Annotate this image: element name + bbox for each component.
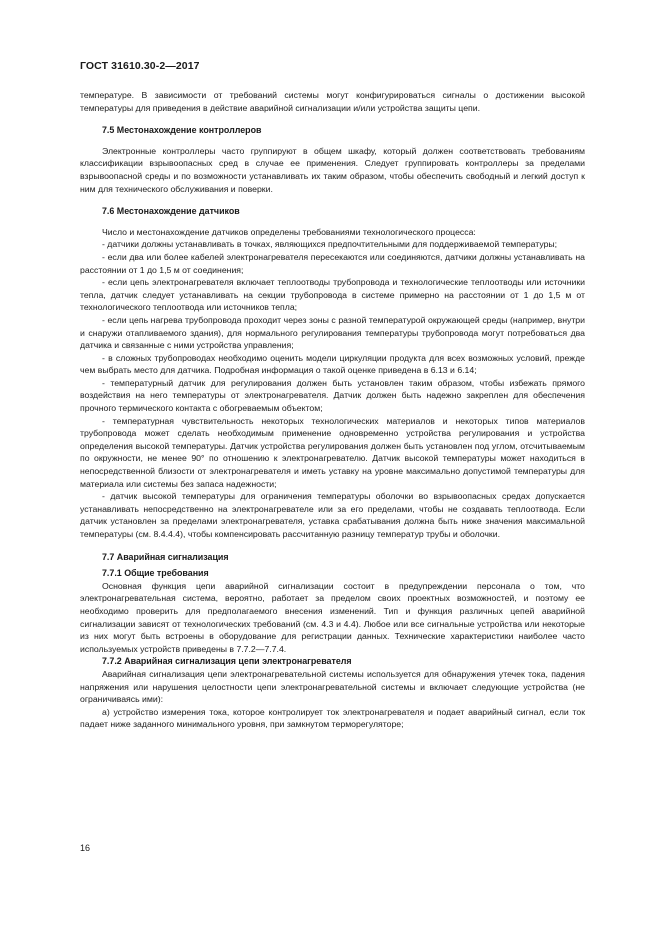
subsection-heading-7-7-2: 7.7.2 Аварийная сигнализация цепи электронагревателя: [102, 656, 352, 667]
page-number: 16: [80, 843, 91, 853]
section-7-7-2-paragraph: Аварийная сигнализация цепи электронагревательной системы используется для обнаружения утечек тока, падения напряжения или нарушения целостности цепи электронагревательной системы и включает следующие устройства (не ограничиваясь ими):: [80, 668, 585, 705]
sensor-list-item-5: - в сложных трубопроводах необходимо оценить модели циркуляции продукта для всех возможных условий, прежде чем выбрать место для датчика. Подробная информация о такой оценке приведена в 6.13 и 6.14;: [80, 352, 585, 376]
sensor-list-item-3: - если цепь электронагревателя включает теплоотводы трубопровода и технологические теплоотводы или источники тепла, датчик следует устанавливать на секции трубопровода в системе примерно на расстоянии от 1 до 1,5 м от технологического теплоотвода или источников тепла;: [80, 277, 585, 313]
section-7-7-1-paragraph: Основная функция цепи аварийной сигнализации состоит в предупреждении персонала о том, что электронагревательная система, вероятно, работает за пределом своих проектных возможностей, и поэтому ее необходимо проверить для предполагаемого внесения изменений. Тип и функция различных цепей аварийной сигнализации зависят от технологических требований (см. 4.3 и 4.4). Любое или все сигнальные устройства или некоторые из них могут быть встроены в оборудование для регистрации данных. Технические характеристики наиболее часто используемых устройств приведены в 7.7.2—7.7.4.: [80, 580, 585, 654]
sensor-list-item-4: - если цепь нагрева трубопровода проходит через зоны с разной температурой окружающей среды (например, внутри и снаружи отапливаемого здания), для нормального регулирования температуры трубопровода могут потребоваться два датчика и связанные с ними устройства управления;: [80, 314, 585, 351]
section-heading-7-6: 7.6 Местонахождение датчиков: [102, 206, 240, 217]
sensor-list-item-8: - датчик высокой температуры для ограничения температуры оболочки во взрывоопасных средах допускается устанавливать непосредственно на электронагревателе или за его пределами, чтобы не создавать теплоотвода. Если датчик установлен за пределами электронагревателя, уставка срабатывания должна быть ниже значения максимальной температуры (см. 8.4.4.4), чтобы компенсировать рассчитанную разницу температур трубы и оболочки.: [80, 491, 585, 539]
sensor-list-item-1: - датчики должны устанавливать в точках, являющихся предпочтительными для поддерживаемой температуры;: [102, 239, 558, 250]
standard-header: ГОСТ 31610.30-2—2017: [80, 60, 200, 72]
subsection-heading-7-7-1: 7.7.1 Общие требования: [102, 568, 209, 579]
sensor-list-item-2: - если два или более кабелей электронагревателя пересекаются или соединяются, датчики должны устанавливать на расстоянии от 1 до 1,5 м от соединения;: [80, 251, 585, 275]
section-7-5-paragraph: Электронные контроллеры часто группируют в общем шкафу, который должен соответствовать требованиям классификации взрывоопасных сред в случае ее применения. Следует группировать контроллеры за пределами взрывоопасной среды и по возможности устанавливать их таким образом, чтобы обеспечить свободный и легкий доступ к ним для технического обслуживания и поверки.: [80, 145, 585, 194]
alarm-device-list-item-a: а) устройство измерения тока, которое контролирует ток электронагревателя и подает аварийный сигнал, если ток падает ниже заданного минимального уровня, при замкнутом терморегуляторе;: [80, 706, 585, 730]
page-content: [80, 89, 585, 731]
section-7-6-intro: Число и местонахождение датчиков определены требованиями технологического процесса:: [102, 226, 476, 237]
section-heading-7-7: 7.7 Аварийная сигнализация: [102, 551, 229, 562]
sensor-list-item-6: - температурный датчик для регулирования должен быть установлен таким образом, чтобы избежать прямого воздействия на него температуры от электронагревателя. Датчик должен быть надежно закреплен для обеспечения прочного термического контакта с обогреваемым объектом;: [80, 377, 585, 414]
section-heading-7-5: 7.5 Местонахождение контроллеров: [102, 125, 262, 136]
sensor-list-item-7: - температурная чувствительность некоторых технологических материалов и некоторых типов материалов трубопровода может сделать необходимым применение одновременно устройства регулирования и устройства определения высокой температуры. Датчик устройства регулирования должен быть установлен под углом, отсчитываемым по окружности, не менее 90° по отношению к электронагревателю. Датчик высокой температуры может находиться в непосредственной близости от электронагревателя и иметь уставку на уровне максимально допустимой температуры для материала или системы без запаса надежности;: [80, 415, 585, 489]
continuation-paragraph: температуре. В зависимости от требований системы могут конфигурироваться сигналы о достижении высокой температуры для приведения в действие аварийной сигнализации и/или устройства защиты цепи.: [80, 90, 585, 113]
